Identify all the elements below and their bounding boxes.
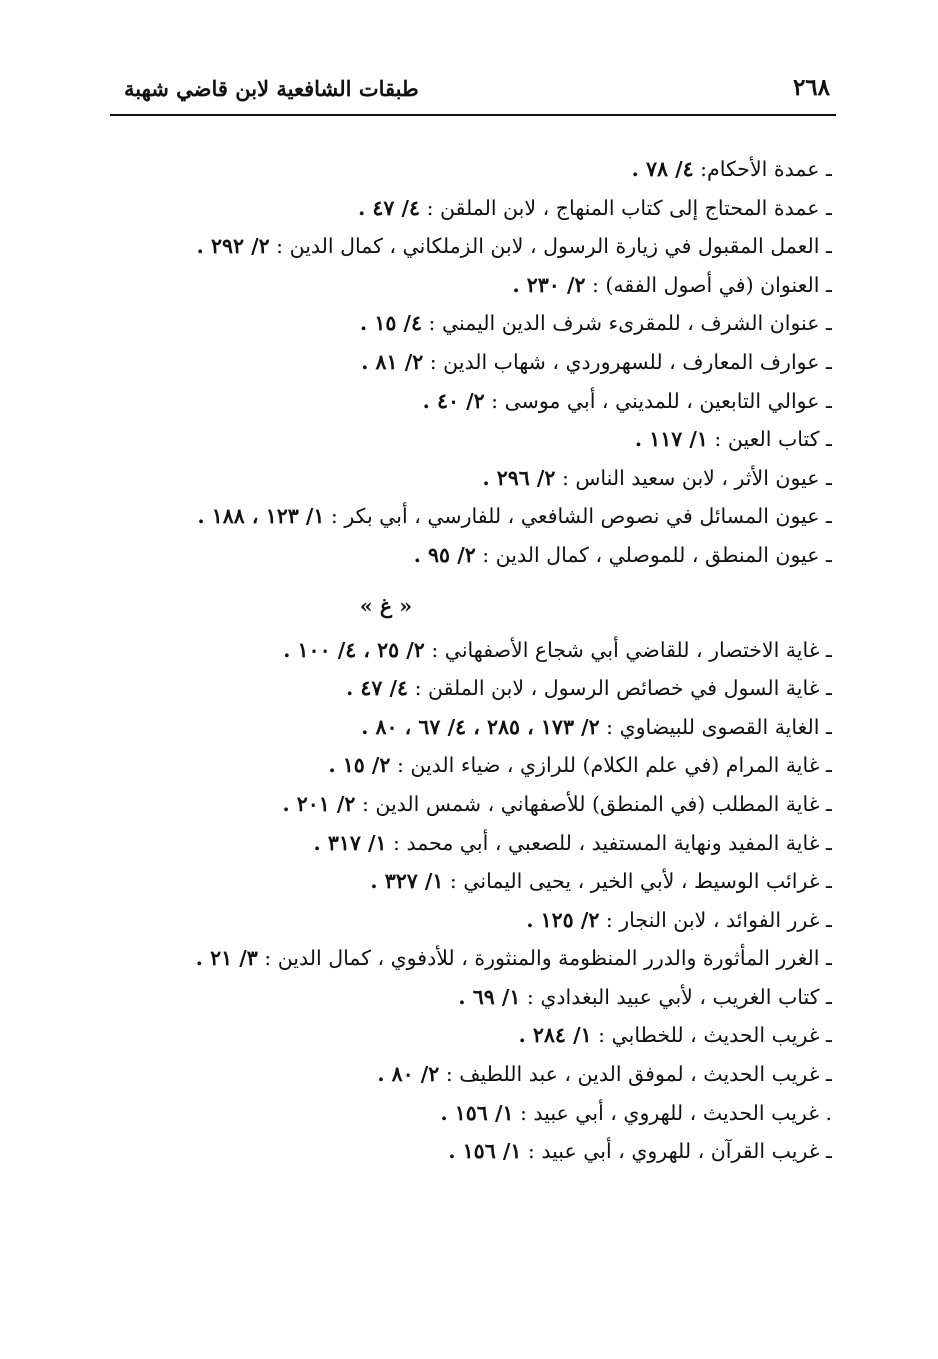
index-entry	[150, 1055, 832, 1094]
entry-title: ـ غاية السول في خصائص الرسول ، لابن الملقن :	[414, 676, 832, 701]
entry-title: ـ عيون المنطق ، للموصلي ، كمال الدين :	[482, 542, 832, 567]
page-number: ٢٦٨	[792, 74, 830, 101]
entry-reference: ٢/ ٢٩٦ .	[482, 465, 556, 490]
entry-reference: ١/ ١٢٣ ، ١٨٨ .	[197, 504, 325, 529]
entry-title: ـ غريب الحديث ، لموفق الدين ، عبد اللطيف :	[445, 1062, 832, 1087]
index-entry	[150, 824, 832, 863]
entry-title: ـ غرر الفوائد ، لابن النجار :	[605, 907, 832, 932]
index-entry	[150, 304, 832, 343]
index-entry	[150, 536, 832, 575]
entry-reference: ٣/ ٢١ .	[195, 946, 258, 971]
entry-reference: ١/ ٢٨٤ .	[518, 1023, 592, 1048]
entry-title: ـ عوالي التابعين ، للمديني ، أبي موسى :	[491, 388, 832, 413]
entry-title: ـ عيون الأثر ، لابن سعيد الناس :	[561, 465, 832, 490]
page-header	[110, 70, 836, 116]
entry-reference: ٢/ ١٥ .	[328, 753, 391, 778]
entry-title: ـ الغاية القصوى للبيضاوي :	[606, 714, 832, 739]
entry-title: ـ عيون المسائل في نصوص الشافعي ، للفارسي ، أبي بكر :	[330, 504, 832, 529]
entry-reference: ١/ ٣٢٧ .	[370, 869, 444, 894]
index-entries	[150, 150, 832, 1171]
entry-title: ـ غريب الحديث ، للخطابي :	[598, 1023, 832, 1048]
index-entry	[150, 1016, 832, 1055]
running-title: طبقات الشافعية لابن قاضي شهبة	[124, 76, 419, 101]
entry-reference: ٢/ ٨٠ .	[377, 1062, 440, 1087]
index-entry	[150, 227, 832, 266]
entry-title: ـ غريب القرآن ، للهروي ، أبي عبيد :	[527, 1139, 832, 1164]
entry-reference: ١/ ٣١٧ .	[313, 830, 387, 855]
entry-title: ـ العمل المقبول في زيارة الرسول ، لابن الزملكاني ، كمال الدين :	[276, 234, 832, 259]
entry-title: ـ عنوان الشرف ، للمقرىء شرف الدين اليمني :	[428, 311, 832, 336]
index-entry	[150, 1132, 832, 1171]
entry-reference: ٢/ ٨١ .	[361, 349, 424, 374]
index-entry	[150, 1094, 832, 1133]
entry-reference: ٢/ ٩٥ .	[413, 542, 476, 567]
entry-reference: ١/ ١١٧ .	[634, 427, 708, 452]
index-entry	[150, 382, 832, 421]
entry-reference: ١/ ٦٩ .	[458, 984, 521, 1009]
index-entry	[150, 266, 832, 305]
index-entry	[150, 343, 832, 382]
index-entry	[150, 189, 832, 228]
entry-title: ـ كتاب الغريب ، لأبي عبيد البغدادي :	[526, 984, 832, 1009]
entry-title: ـ غرائب الوسيط ، لأبي الخير ، يحيى اليماني :	[449, 869, 832, 894]
index-entry	[150, 497, 832, 536]
header-rule	[110, 114, 836, 116]
index-entry	[150, 939, 832, 978]
entry-title: ـ غاية المرام (في علم الكلام) للرازي ، ضياء الدين :	[396, 753, 832, 778]
entry-reference: ٢/ ٤٠ .	[422, 388, 485, 413]
index-entry	[150, 708, 832, 747]
entry-title: ـ غاية الاختصار ، للقاضي أبي شجاع الأصفهاني :	[431, 637, 832, 662]
index-entry	[150, 150, 832, 189]
entry-reference: ٤/ ٤٧ .	[358, 195, 421, 220]
index-entry	[150, 862, 832, 901]
index-entry	[150, 669, 832, 708]
entry-reference: ١/ ١٥٦ .	[440, 1100, 514, 1125]
entry-title: ـ الغرر المأثورة والدرر المنظومة والمنثورة ، للأدفوي ، كمال الدين :	[264, 946, 832, 971]
entry-reference: ١/ ١٥٦ .	[448, 1139, 522, 1164]
index-entry	[150, 459, 832, 498]
entry-title: ـ كتاب العين :	[714, 427, 832, 452]
entry-reference: ٢/ ٢٥ ، ٤/ ١٠٠ .	[283, 637, 425, 662]
entry-title: ـ غاية المفيد ونهاية المستفيد ، للصعبي ، أبي محمد :	[393, 830, 832, 855]
entry-title: ـ عمدة الأحكام:	[700, 157, 832, 181]
index-entry	[150, 785, 832, 824]
entry-reference: ٢/ ٢٣٠ .	[512, 272, 586, 297]
section-letter-heading: « غ »	[359, 593, 413, 618]
index-entry	[150, 901, 832, 940]
entry-reference: ٤/ ٤٧ .	[346, 676, 409, 701]
entry-title: . غريب الحديث ، للهروي ، أبي عبيد :	[519, 1100, 832, 1125]
entry-title: ـ غاية المطلب (في المنطق) للأصفهاني ، شمس الدين :	[361, 791, 832, 816]
entry-title: ـ عوارف المعارف ، للسهروردي ، شهاب الدين :	[429, 349, 832, 374]
index-entry	[150, 746, 832, 785]
entry-reference: ٢/ ٢٩٢ .	[196, 234, 270, 259]
index-entry	[150, 978, 832, 1017]
entry-reference: ٢/ ٢٠١ .	[282, 791, 356, 816]
entry-reference: ٢/ ١٢٥ .	[526, 907, 600, 932]
entry-reference: ٤/ ١٥ .	[360, 311, 422, 336]
entry-reference: ٢/ ١٧٣ ، ٢٨٥ ، ٤/ ٦٧ ، ٨٠ .	[361, 714, 600, 739]
index-entry	[150, 420, 832, 459]
index-entry	[150, 631, 832, 670]
entry-title: ـ العنوان (في أصول الفقه) :	[592, 272, 832, 297]
entry-reference: ٤/ ٧٨ .	[631, 157, 694, 181]
entry-title: ـ عمدة المحتاج إلى كتاب المنهاج ، لابن الملقن :	[426, 195, 832, 220]
